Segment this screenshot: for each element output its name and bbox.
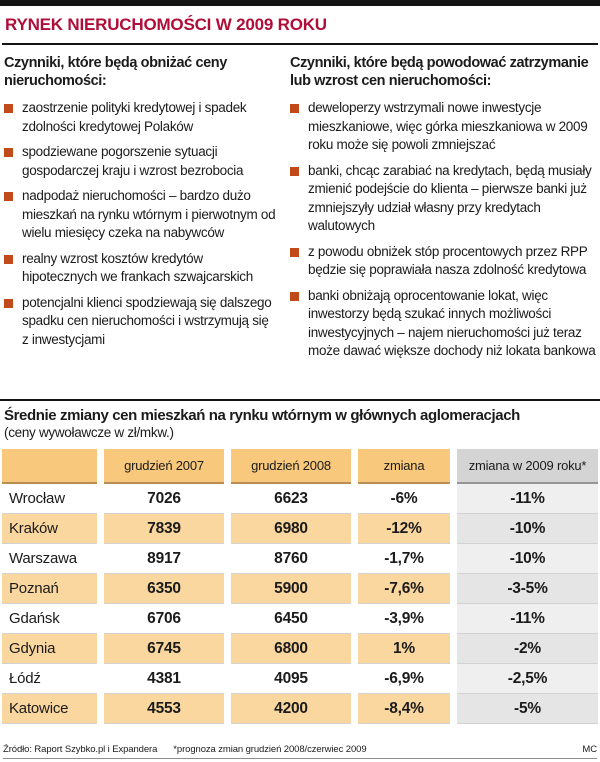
city-cell: Wrocław — [2, 484, 97, 514]
bullet-text: realny wzrost kosztów kredytów hipotecznych we frankach szwajcarskich — [22, 250, 253, 284]
price-dec2007-cell: 6706 — [104, 604, 224, 634]
section-heading-increase: Czynniki, które będą powodować zatrzymanie lub wzrost cen nieruchomości: — [290, 55, 589, 89]
change-cell: -6% — [358, 484, 450, 514]
change-cell: -12% — [358, 514, 450, 544]
bullet-item — [290, 287, 598, 361]
column-header-city — [2, 449, 97, 484]
price-dec2007-cell: 6745 — [104, 634, 224, 664]
bullet-text: spodziewane pogorszenie sytuacji gospodarczej kraju i wzrost bezrobocia — [22, 144, 244, 178]
column-header-change: zmiana — [358, 449, 450, 484]
column-header-forecast-2009: zmiana w 2009 roku* — [457, 449, 598, 484]
bullet-square-icon — [290, 248, 299, 257]
bullet-square-icon — [290, 292, 299, 301]
section-price-increase-factors — [290, 55, 598, 399]
price-dec2007-cell: 8917 — [104, 544, 224, 574]
bullet-text: nadpodaż nieruchomości – bardzo dużo mieszkań na rynku wtórnym i pierwotnym od wielu miesięcy czeka na nabywców — [22, 188, 276, 240]
price-dec2008-cell: 8760 — [231, 544, 351, 574]
bullet-square-icon — [4, 148, 13, 157]
city-cell: Katowice — [2, 694, 97, 724]
bullet-item — [290, 162, 598, 236]
bullet-item — [4, 294, 276, 350]
bullet-item — [290, 243, 598, 280]
city-cell: Gdańsk — [2, 604, 97, 634]
city-cell: Kraków — [2, 514, 97, 544]
city-cell: Poznań — [2, 574, 97, 604]
footer-rule — [3, 758, 597, 759]
change-cell: -8,4% — [358, 694, 450, 724]
change-cell: -7,6% — [358, 574, 450, 604]
bullet-square-icon — [4, 255, 13, 264]
bullet-text: zaostrzenie polityki kredytowej i spadek zdolności kredytowej Polaków — [22, 100, 247, 134]
bullet-text: banki, chcąc zarabiać na kredytach, będą musiały zmienić podejście do klienta – pierwsze banki już zmniejszyły udział własny przy kredytach walutowych — [308, 162, 592, 233]
section-divider — [0, 399, 600, 401]
change-cell: -3,9% — [358, 604, 450, 634]
footer-note: *prognoza zmian grudzień 2008/czerwiec 2009 — [173, 744, 367, 755]
city-cell: Łódź — [2, 664, 97, 694]
bullet-square-icon — [4, 104, 13, 113]
bullet-item — [4, 250, 276, 287]
bullet-text: deweloperzy wstrzymali nowe inwestycje mieszkaniowe, więc górka mieszkaniowa w 2009 roku może się powoli zmniejszać — [308, 100, 588, 152]
forecast-2009-cell: -2,5% — [457, 664, 598, 694]
bullet-text: potencjalni klienci spodziewają się dalszego spadku cen nieruchomości i wstrzymują się z inwestycjami — [22, 294, 272, 347]
section-price-decrease-factors — [4, 55, 276, 399]
change-cell: 1% — [358, 634, 450, 664]
price-dec2008-cell: 4095 — [231, 664, 351, 694]
price-dec2007-cell: 4381 — [104, 664, 224, 694]
price-dec2007-cell: 4553 — [104, 694, 224, 724]
price-dec2008-cell: 6800 — [231, 634, 351, 664]
page-title: RYNEK NIERUCHOMOŚCI W 2009 ROKU — [5, 15, 327, 34]
bullet-square-icon — [290, 167, 299, 176]
table-subtitle: (ceny wywoławcze w zł/mkw.) — [4, 425, 174, 440]
price-dec2008-cell: 4200 — [231, 694, 351, 724]
change-cell: -1,7% — [358, 544, 450, 574]
bullet-item — [290, 99, 598, 155]
city-cell: Warszawa — [2, 544, 97, 574]
factors-columns — [0, 45, 600, 399]
price-dec2008-cell: 6623 — [231, 484, 351, 514]
bullet-item — [4, 99, 276, 136]
footer — [3, 744, 597, 759]
forecast-2009-cell: -10% — [457, 514, 598, 544]
bullet-item — [4, 187, 276, 243]
price-dec2008-cell: 6450 — [231, 604, 351, 634]
bullet-square-icon — [290, 104, 299, 113]
change-cell: -6,9% — [358, 664, 450, 694]
price-dec2007-cell: 6350 — [104, 574, 224, 604]
forecast-2009-cell: -10% — [457, 544, 598, 574]
forecast-2009-cell: -11% — [457, 484, 598, 514]
bullet-text: z powodu obniżek stóp procentowych przez RPP będzie się poprawiała nasza zdolność kredytowa — [308, 243, 588, 277]
bullet-text: banki obniżają oprocentowanie lokat, więc inwestorzy będą szukać innych możliwości inwestycyjnych – najem nieruchomości już teraz może dawać większe dochody niż lokata bankowa — [308, 287, 596, 358]
bullet-square-icon — [4, 192, 13, 201]
forecast-2009-cell: -3-5% — [457, 574, 598, 604]
price-table — [0, 449, 600, 724]
table-title: Średnie zmiany cen mieszkań na rynku wtórnym w głównych aglomeracjach — [4, 407, 520, 424]
price-dec2007-cell: 7839 — [104, 514, 224, 544]
footer-line — [3, 744, 597, 755]
forecast-2009-cell: -5% — [457, 694, 598, 724]
city-cell: Gdynia — [2, 634, 97, 664]
top-bar — [0, 0, 600, 6]
price-dec2008-cell: 6980 — [231, 514, 351, 544]
footer-source: Źródło: Raport Szybko.pl i Expandera — [3, 744, 158, 755]
section-heading-decrease: Czynniki, które będą obniżać ceny nieruchomości: — [4, 55, 227, 89]
column-header-dec2008: grudzień 2008 — [231, 449, 351, 484]
bullet-square-icon — [4, 299, 13, 308]
price-dec2007-cell: 7026 — [104, 484, 224, 514]
bullet-list-increase — [290, 99, 598, 361]
price-dec2008-cell: 5900 — [231, 574, 351, 604]
forecast-2009-cell: -11% — [457, 604, 598, 634]
footer-credit: MC — [582, 744, 597, 755]
column-header-dec2007: grudzień 2007 — [104, 449, 224, 484]
bullet-list-decrease — [4, 99, 276, 349]
bullet-item — [4, 143, 276, 180]
forecast-2009-cell: -2% — [457, 634, 598, 664]
